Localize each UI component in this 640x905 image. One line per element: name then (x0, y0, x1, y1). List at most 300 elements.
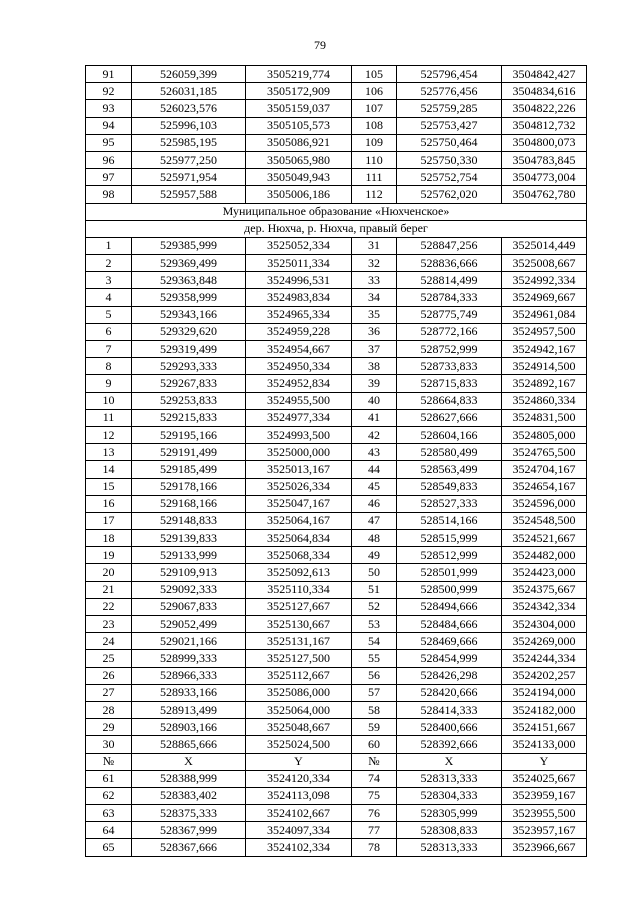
table-cell: 528549,833 (397, 478, 502, 495)
table-cell: 44 (352, 461, 397, 478)
table-row (86, 512, 587, 529)
table-cell: 528627,666 (397, 409, 502, 426)
table-cell: 3504822,226 (502, 100, 587, 117)
table-cell: 528515,999 (397, 530, 502, 547)
table-cell: 3524704,167 (502, 461, 587, 478)
table-row (86, 255, 587, 272)
column-header: № (352, 753, 397, 770)
table-cell: 3525014,449 (502, 237, 587, 254)
table-row (86, 736, 587, 753)
table-cell: 528563,499 (397, 461, 502, 478)
table-cell: 3524596,000 (502, 495, 587, 512)
table-row (86, 805, 587, 822)
table-cell: 3524244,334 (502, 650, 587, 667)
table-row (86, 478, 587, 495)
table-row (86, 66, 587, 83)
table-cell: 110 (352, 151, 397, 168)
table-cell: 18 (86, 530, 132, 547)
table-cell: 3524113,098 (246, 787, 352, 804)
table-cell: 528847,256 (397, 237, 502, 254)
column-header: Y (246, 753, 352, 770)
table-cell: 529293,333 (132, 358, 246, 375)
table-cell: 529267,833 (132, 375, 246, 392)
table-cell: 525762,020 (397, 186, 502, 203)
table-cell: 525796,454 (397, 66, 502, 83)
table-cell: 93 (86, 100, 132, 117)
table-cell: 5 (86, 306, 132, 323)
table-cell: 3525047,167 (246, 495, 352, 512)
table-cell: 3524957,500 (502, 323, 587, 340)
table-cell: 3525130,667 (246, 616, 352, 633)
table-cell: 7 (86, 341, 132, 358)
table-row (86, 547, 587, 564)
table-cell: 3524965,334 (246, 306, 352, 323)
table-cell: 42 (352, 426, 397, 443)
table-cell: 528420,666 (397, 684, 502, 701)
table-cell: 3524977,334 (246, 409, 352, 426)
table-cell: 76 (352, 805, 397, 822)
section-title: Муниципальное образование «Нюхченское» (86, 203, 587, 220)
table-cell: 3524202,257 (502, 667, 587, 684)
table-cell: 3505219,774 (246, 66, 352, 83)
table-cell: 3524654,167 (502, 478, 587, 495)
table-row (86, 495, 587, 512)
table-cell: 24 (86, 633, 132, 650)
table-cell: 65 (86, 839, 132, 856)
table-cell: 40 (352, 392, 397, 409)
table-cell: 528752,999 (397, 341, 502, 358)
table-row (86, 461, 587, 478)
table-cell: 22 (86, 598, 132, 615)
table-row (86, 684, 587, 701)
table-cell: 3524805,000 (502, 426, 587, 443)
table-cell: 3 (86, 272, 132, 289)
table-cell: 529363,848 (132, 272, 246, 289)
table-cell: 528426,298 (397, 667, 502, 684)
table-cell: 3525008,667 (502, 255, 587, 272)
table-row (86, 426, 587, 443)
table-cell: 3525092,613 (246, 564, 352, 581)
table-cell: 46 (352, 495, 397, 512)
table-cell: 27 (86, 684, 132, 701)
table-cell: 3505159,037 (246, 100, 352, 117)
table-cell: 529148,833 (132, 512, 246, 529)
table-cell: 3524304,000 (502, 616, 587, 633)
table-cell: 54 (352, 633, 397, 650)
table-cell: 64 (86, 822, 132, 839)
table-cell: 528933,166 (132, 684, 246, 701)
table-row (86, 151, 587, 168)
table-cell: 529358,999 (132, 289, 246, 306)
table-row (86, 169, 587, 186)
table-cell: 529329,620 (132, 323, 246, 340)
table-cell: 62 (86, 787, 132, 804)
table-cell: 3523959,167 (502, 787, 587, 804)
table-cell: 47 (352, 512, 397, 529)
table-cell: 14 (86, 461, 132, 478)
table-cell: 528313,333 (397, 770, 502, 787)
section-subtitle-row (86, 220, 587, 237)
table-cell: 529092,333 (132, 581, 246, 598)
table-cell: 528400,666 (397, 719, 502, 736)
table-cell: 528414,333 (397, 701, 502, 718)
table-cell: 3525127,500 (246, 650, 352, 667)
table-cell: 106 (352, 83, 397, 100)
table-cell: 3525026,334 (246, 478, 352, 495)
table-cell: 3524102,334 (246, 839, 352, 856)
table-cell: 19 (86, 547, 132, 564)
table-cell: 528604,166 (397, 426, 502, 443)
table-cell: 3505065,980 (246, 151, 352, 168)
table-row (86, 289, 587, 306)
table-cell: 529021,166 (132, 633, 246, 650)
table-row (86, 83, 587, 100)
table-cell: 97 (86, 169, 132, 186)
table-row (86, 719, 587, 736)
table-cell: 3525064,167 (246, 512, 352, 529)
table-cell: 26 (86, 667, 132, 684)
table-cell: 50 (352, 564, 397, 581)
table-row (86, 272, 587, 289)
table-cell: 3524992,334 (502, 272, 587, 289)
table-cell: 528469,666 (397, 633, 502, 650)
table-cell: 525957,588 (132, 186, 246, 203)
table-cell: 528580,499 (397, 444, 502, 461)
table-cell: 95 (86, 134, 132, 151)
table-cell: 55 (352, 650, 397, 667)
table-row (86, 117, 587, 134)
table-cell: 3524182,000 (502, 701, 587, 718)
table-cell: 3524133,000 (502, 736, 587, 753)
table-cell: 59 (352, 719, 397, 736)
table-cell: 94 (86, 117, 132, 134)
table-cell: 28 (86, 701, 132, 718)
table-cell: 48 (352, 530, 397, 547)
table-cell: 3525000,000 (246, 444, 352, 461)
table-cell: 34 (352, 289, 397, 306)
table-cell: 109 (352, 134, 397, 151)
table-cell: 528388,999 (132, 770, 246, 787)
table-cell: 528865,666 (132, 736, 246, 753)
table-cell: 3524269,000 (502, 633, 587, 650)
table-cell: 528313,333 (397, 839, 502, 856)
table-row (86, 100, 587, 117)
table-cell: 528500,999 (397, 581, 502, 598)
table-row (86, 186, 587, 203)
table-cell: 3525086,000 (246, 684, 352, 701)
column-header: X (132, 753, 246, 770)
table-cell: 3505086,921 (246, 134, 352, 151)
table-cell: 3504834,616 (502, 83, 587, 100)
table-cell: 3523957,167 (502, 822, 587, 839)
table-cell: 529191,499 (132, 444, 246, 461)
table-cell: 3524025,667 (502, 770, 587, 787)
table-cell: 60 (352, 736, 397, 753)
table-cell: 39 (352, 375, 397, 392)
table-cell: 3524942,167 (502, 341, 587, 358)
table-cell: 3525013,167 (246, 461, 352, 478)
table-cell: 35 (352, 306, 397, 323)
table-cell: 529109,913 (132, 564, 246, 581)
table-cell: 3525064,834 (246, 530, 352, 547)
table-cell: 57 (352, 684, 397, 701)
table-header-row (86, 753, 587, 770)
table-cell: 38 (352, 358, 397, 375)
table-cell: 525776,456 (397, 83, 502, 100)
table-cell: 58 (352, 701, 397, 718)
table-cell: 528715,833 (397, 375, 502, 392)
coordinates-table (85, 65, 587, 857)
table-cell: 20 (86, 564, 132, 581)
table-cell: 529185,499 (132, 461, 246, 478)
table-cell: 3524521,667 (502, 530, 587, 547)
table-cell: 31 (352, 237, 397, 254)
page-number: 79 (314, 38, 326, 52)
table-cell: 528308,833 (397, 822, 502, 839)
table-cell: 3524955,500 (246, 392, 352, 409)
table-cell: 3525131,167 (246, 633, 352, 650)
table-cell: 91 (86, 66, 132, 83)
section-title-row (86, 203, 587, 220)
table-cell: 3525127,667 (246, 598, 352, 615)
table-cell: 29 (86, 719, 132, 736)
table-cell: 529178,166 (132, 478, 246, 495)
table-cell: 3524892,167 (502, 375, 587, 392)
table-cell: 3525068,334 (246, 547, 352, 564)
table-cell: 6 (86, 323, 132, 340)
table-cell: 3524482,000 (502, 547, 587, 564)
table-cell: 529052,499 (132, 616, 246, 633)
table-row (86, 633, 587, 650)
table-cell: 3524969,667 (502, 289, 587, 306)
table-cell: 3525064,000 (246, 701, 352, 718)
table-cell: 529168,166 (132, 495, 246, 512)
table-cell: 112 (352, 186, 397, 203)
table-cell: 528484,666 (397, 616, 502, 633)
table-cell: 63 (86, 805, 132, 822)
table-cell: 23 (86, 616, 132, 633)
table-cell: 43 (352, 444, 397, 461)
table-cell: 3524860,334 (502, 392, 587, 409)
table-cell: 98 (86, 186, 132, 203)
table-cell: 529343,166 (132, 306, 246, 323)
table-cell: 92 (86, 83, 132, 100)
table-cell: 45 (352, 478, 397, 495)
table-cell: 528304,333 (397, 787, 502, 804)
table-cell: 529139,833 (132, 530, 246, 547)
table-cell: 32 (352, 255, 397, 272)
table-row (86, 134, 587, 151)
table-cell: 13 (86, 444, 132, 461)
table-cell: 3505172,909 (246, 83, 352, 100)
table-cell: 4 (86, 289, 132, 306)
table-cell: 3525024,500 (246, 736, 352, 753)
table-cell: 3523966,667 (502, 839, 587, 856)
table-cell: 3505006,186 (246, 186, 352, 203)
table-cell: 3524765,500 (502, 444, 587, 461)
table-cell: 3524954,667 (246, 341, 352, 358)
table-cell: 3524993,500 (246, 426, 352, 443)
table-row (86, 701, 587, 718)
table-cell: 3525052,334 (246, 237, 352, 254)
table-row (86, 598, 587, 615)
table-cell: 3524983,834 (246, 289, 352, 306)
table-cell: 16 (86, 495, 132, 512)
table-cell: 3524831,500 (502, 409, 587, 426)
table-cell: 526059,399 (132, 66, 246, 83)
table-cell: 529067,833 (132, 598, 246, 615)
table-cell: 525750,464 (397, 134, 502, 151)
table-cell: 96 (86, 151, 132, 168)
table-cell: 3523955,500 (502, 805, 587, 822)
table-cell: 528514,166 (397, 512, 502, 529)
table-cell: 33 (352, 272, 397, 289)
table-cell: 25 (86, 650, 132, 667)
table-cell: 11 (86, 409, 132, 426)
table-cell: 61 (86, 770, 132, 787)
table-cell: 525750,330 (397, 151, 502, 168)
table-cell: 3524097,334 (246, 822, 352, 839)
table-cell: 529133,999 (132, 547, 246, 564)
table-cell: 3504773,004 (502, 169, 587, 186)
table-cell: 53 (352, 616, 397, 633)
table-cell: 529385,999 (132, 237, 246, 254)
table-row (86, 323, 587, 340)
table-cell: 3524959,228 (246, 323, 352, 340)
table-row (86, 530, 587, 547)
table-cell: 529195,166 (132, 426, 246, 443)
table-cell: 528814,499 (397, 272, 502, 289)
table-row (86, 409, 587, 426)
table-row (86, 822, 587, 839)
table-cell: 528367,999 (132, 822, 246, 839)
table-cell: 529319,499 (132, 341, 246, 358)
table-cell: 36 (352, 323, 397, 340)
table-row (86, 444, 587, 461)
table-cell: 3524952,834 (246, 375, 352, 392)
table-row (86, 564, 587, 581)
table-cell: 3524375,667 (502, 581, 587, 598)
table-cell: 528305,999 (397, 805, 502, 822)
table-cell: 2 (86, 255, 132, 272)
table-cell: 3504842,427 (502, 66, 587, 83)
table-row (86, 667, 587, 684)
table-cell: 77 (352, 822, 397, 839)
table-cell: 17 (86, 512, 132, 529)
table-cell: 528966,333 (132, 667, 246, 684)
table-cell: 111 (352, 169, 397, 186)
table-row (86, 341, 587, 358)
table-cell: 528999,333 (132, 650, 246, 667)
table-cell: 105 (352, 66, 397, 83)
table-row (86, 650, 587, 667)
table-cell: 525752,754 (397, 169, 502, 186)
table-row (86, 616, 587, 633)
table-cell: 525996,103 (132, 117, 246, 134)
table-cell: 3524194,000 (502, 684, 587, 701)
table-cell: 528392,666 (397, 736, 502, 753)
table-row (86, 787, 587, 804)
table-cell: 56 (352, 667, 397, 684)
table-cell: 3524342,334 (502, 598, 587, 615)
table-cell: 3504812,732 (502, 117, 587, 134)
table-cell: 528512,999 (397, 547, 502, 564)
table-cell: 49 (352, 547, 397, 564)
table-row (86, 237, 587, 254)
table-cell: 52 (352, 598, 397, 615)
table-cell: 3524120,334 (246, 770, 352, 787)
table-cell: 3524548,500 (502, 512, 587, 529)
table-cell: 528454,999 (397, 650, 502, 667)
table-cell: 3525110,334 (246, 581, 352, 598)
table-cell: 528664,833 (397, 392, 502, 409)
table-cell: 529369,499 (132, 255, 246, 272)
table-cell: 528913,499 (132, 701, 246, 718)
table-cell: 525985,195 (132, 134, 246, 151)
table-cell: 1 (86, 237, 132, 254)
table-cell: 3505049,943 (246, 169, 352, 186)
table-cell: 525753,427 (397, 117, 502, 134)
table-cell: 526031,185 (132, 83, 246, 100)
table-cell: 108 (352, 117, 397, 134)
table-cell: 3524151,667 (502, 719, 587, 736)
table-cell: 528494,666 (397, 598, 502, 615)
table-cell: 525977,250 (132, 151, 246, 168)
table-cell: 3505105,573 (246, 117, 352, 134)
table-cell: 3525048,667 (246, 719, 352, 736)
table-row (86, 839, 587, 856)
table-cell: 9 (86, 375, 132, 392)
table-cell: 37 (352, 341, 397, 358)
table-cell: 529215,833 (132, 409, 246, 426)
table-cell: 78 (352, 839, 397, 856)
table-cell: 528772,166 (397, 323, 502, 340)
table-cell: 3524914,500 (502, 358, 587, 375)
table-cell: 3525011,334 (246, 255, 352, 272)
table-cell: 528784,333 (397, 289, 502, 306)
table-cell: 3504800,073 (502, 134, 587, 151)
table-cell: 12 (86, 426, 132, 443)
table-cell: 74 (352, 770, 397, 787)
table-cell: 3504762,780 (502, 186, 587, 203)
table-cell: 107 (352, 100, 397, 117)
table-cell: 529253,833 (132, 392, 246, 409)
table-cell: 3504783,845 (502, 151, 587, 168)
table-row (86, 306, 587, 323)
table-cell: 526023,576 (132, 100, 246, 117)
table-cell: 525759,285 (397, 100, 502, 117)
table-cell: 30 (86, 736, 132, 753)
table-row (86, 770, 587, 787)
table-cell: 525971,954 (132, 169, 246, 186)
table-cell: 3525112,667 (246, 667, 352, 684)
table-cell: 528527,333 (397, 495, 502, 512)
table-cell: 3524950,334 (246, 358, 352, 375)
table-cell: 75 (352, 787, 397, 804)
table-cell: 528367,666 (132, 839, 246, 856)
table-cell: 51 (352, 581, 397, 598)
table-cell: 41 (352, 409, 397, 426)
table-cell: 528375,333 (132, 805, 246, 822)
table-cell: 528383,402 (132, 787, 246, 804)
table-cell: 528836,666 (397, 255, 502, 272)
table-row (86, 358, 587, 375)
table-cell: 15 (86, 478, 132, 495)
table-cell: 528733,833 (397, 358, 502, 375)
table-cell: 528501,999 (397, 564, 502, 581)
section-subtitle: дер. Нюхча, р. Нюхча, правый берег (86, 220, 587, 237)
table-row (86, 392, 587, 409)
